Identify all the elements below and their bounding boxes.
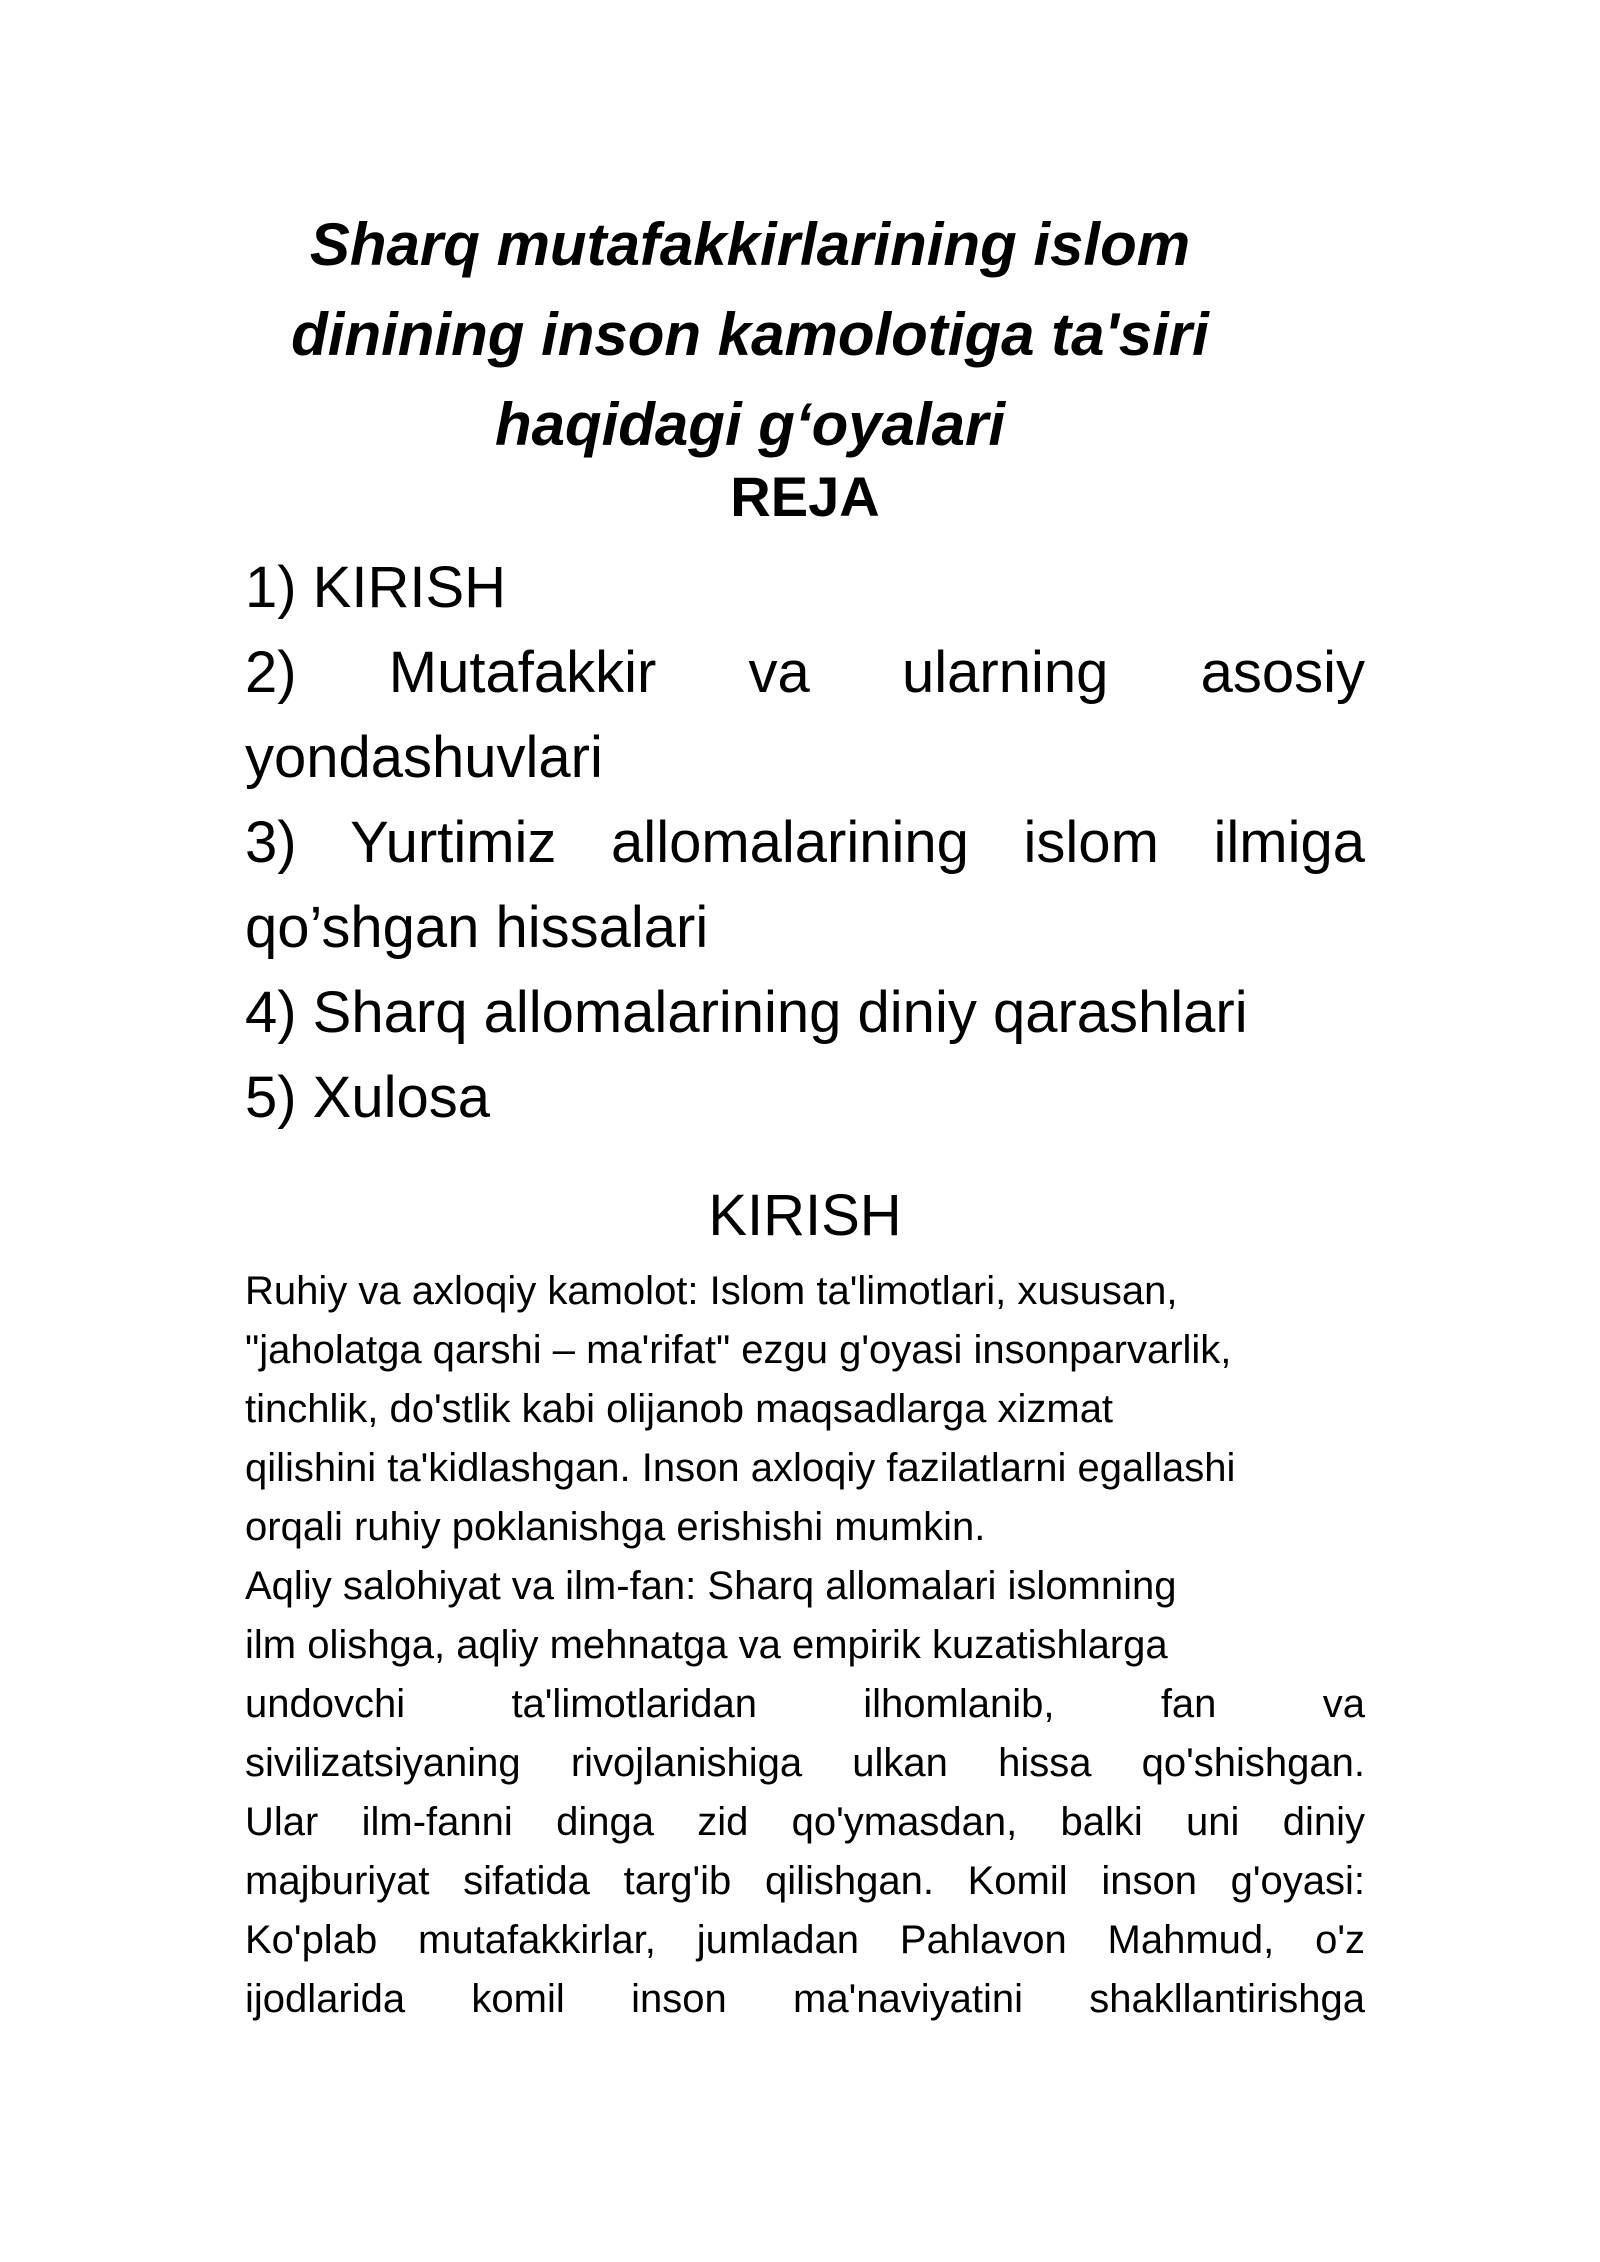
body-line: "jaholatga qarshi – ma'rifat" ezgu g'oyasi insonparvarlik, <box>245 1328 1232 1372</box>
body-line: Ko'plab mutafakkirlar, jumladan Pahlavon Mahmud, o'z <box>245 1918 1365 1962</box>
plan-item: 3) Yurtimiz allomalarining islom ilmiga <box>245 810 1365 875</box>
body-paragraph <box>245 1262 1365 2029</box>
plan-list <box>245 545 1365 1140</box>
title-line: Sharq mutafakkirlarining islom <box>309 211 1191 278</box>
title-line: haqidagi g‘oyalari <box>494 391 1006 458</box>
body-line: qilishini ta'kidlashgan. Inson axloqiy fazilatlarni egallashi <box>245 1446 1236 1490</box>
body-line: ijodlarida komil inson ma'naviyatini shakllantirishga <box>245 1977 1365 2021</box>
body-line: tinchlik, do'stlik kabi olijanob maqsadlarga xizmat <box>245 1387 1114 1431</box>
body-line: majburiyat sifatida targ'ib qilishgan. Komil inson g'oyasi: <box>245 1859 1365 1903</box>
title-line: dinining inson kamolotiga ta'siri <box>291 301 1209 368</box>
plan-item: 1) KIRISH <box>245 555 507 620</box>
body-line: Ruhiy va axloqiy kamolot: Islom ta'limotlari, xususan, <box>245 1269 1178 1313</box>
body-line: ilm olishga, aqliy mehnatga va empirik kuzatishlarga <box>245 1623 1168 1667</box>
plan-item-continuation: yondashuvlari <box>245 725 603 790</box>
plan-heading: REJA <box>730 465 880 528</box>
plan-item: 2) Mutafakkir va ularning asosiy <box>245 640 1365 705</box>
plan-item: 4) Sharq allomalarining diniy qarashlari <box>245 980 1248 1045</box>
plan-item: 5) Xulosa <box>245 1065 491 1130</box>
body-line: undovchi ta'limotlaridan ilhomlanib, fan va <box>245 1682 1365 1726</box>
document-title <box>240 200 1260 470</box>
section-heading-kirish: KIRISH <box>708 1183 902 1248</box>
body-line: Ular ilm-fanni dinga zid qo'ymasdan, balki uni diniy <box>245 1800 1365 1844</box>
plan-item-continuation: qo’shgan hissalari <box>245 895 709 960</box>
body-line: orqali ruhiy poklanishga erishishi mumkin. <box>245 1505 986 1549</box>
body-line: Aqliy salohiyat va ilm-fan: Sharq allomalari islomning <box>245 1564 1177 1608</box>
body-line: sivilizatsiyaning rivojlanishiga ulkan hissa qo'shishgan. <box>245 1741 1365 1785</box>
